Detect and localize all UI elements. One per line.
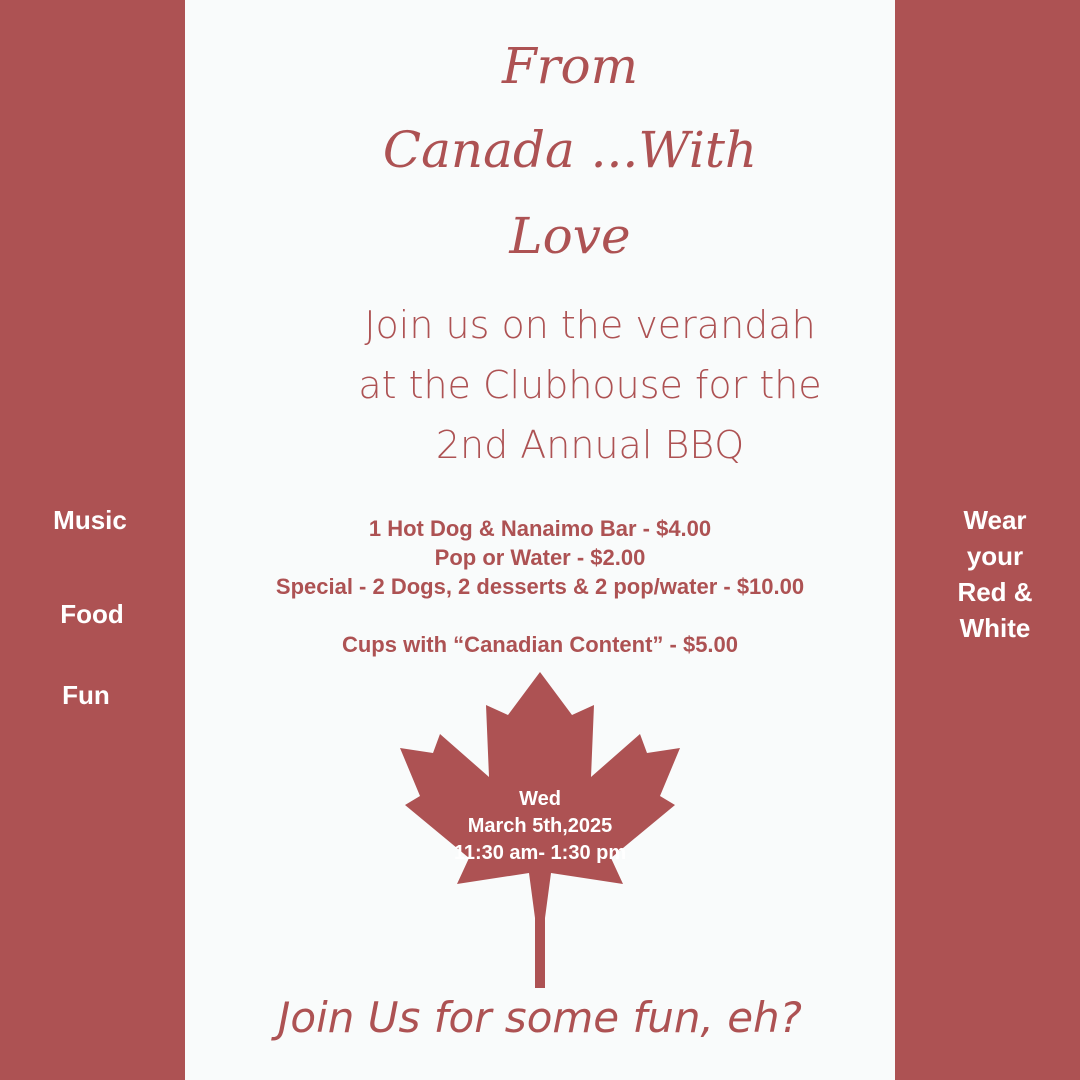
- menu-item-cups: Cups with “Canadian Content” - $5.00: [341, 632, 739, 657]
- sidebar-word-food: Food: [60, 599, 124, 629]
- invitation-line-2: at the Clubhouse for the: [358, 363, 822, 407]
- title-line-from: From: [501, 37, 639, 95]
- dress-code-line-1: Wear: [963, 505, 1027, 535]
- left-red-band: [0, 0, 185, 1080]
- event-date: March 5th,2025: [467, 815, 613, 837]
- dress-code-note: [925, 502, 1065, 646]
- sidebar-word-fun: Fun: [62, 680, 110, 710]
- invitation-line-3: 2nd Annual BBQ: [435, 423, 745, 467]
- footer-tagline: Join Us for some fun, eh?: [278, 993, 802, 1042]
- event-details: [420, 786, 660, 867]
- title-line-love: Love: [509, 207, 631, 265]
- event-day: Wed: [519, 788, 561, 810]
- title-line-canada-with: Canada ...With: [382, 121, 758, 179]
- event-time: 11:30 am- 1:30 pm: [453, 842, 627, 864]
- sidebar-word-music: Music: [53, 505, 127, 535]
- menu-item-hot-dog: 1 Hot Dog & Nanaimo Bar - $4.00: [368, 516, 712, 541]
- dress-code-line-4: White: [959, 613, 1031, 643]
- menu-item-special: Special - 2 Dogs, 2 desserts & 2 pop/water - $10.00: [275, 574, 805, 599]
- menu-item-pop-water: Pop or Water - $2.00: [434, 545, 646, 570]
- dress-code-line-3: Red &: [957, 577, 1033, 607]
- dress-code-line-2: your: [966, 541, 1024, 571]
- invitation-line-1: Join us on the verandah: [364, 303, 816, 347]
